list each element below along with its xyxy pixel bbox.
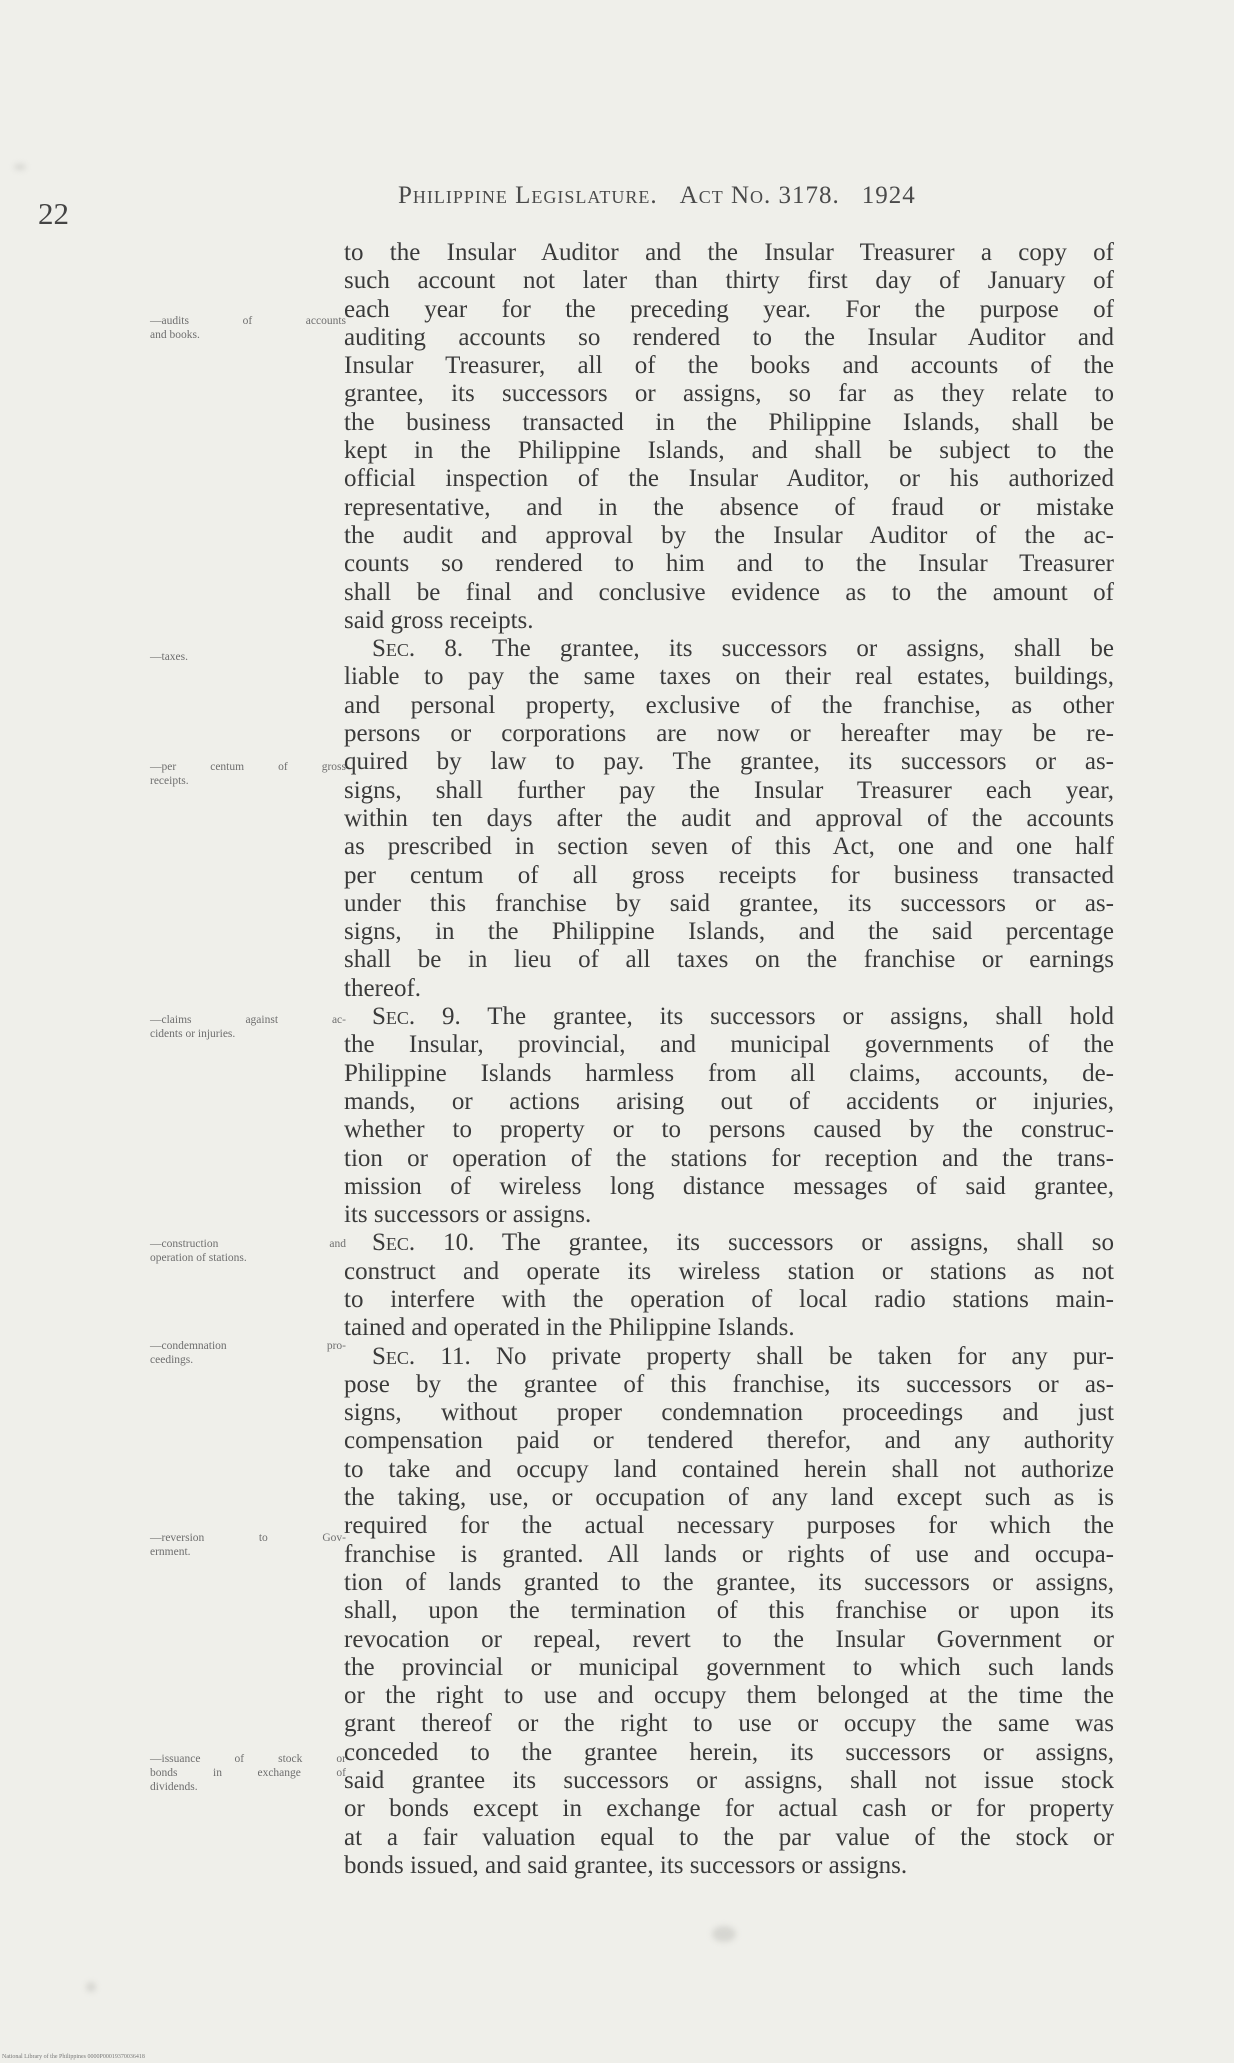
body-line (344, 494, 1114, 522)
body-line (344, 465, 1114, 493)
line-text: No private property shall be taken for any pur- (470, 1342, 1114, 1370)
body-line (344, 1626, 1114, 1654)
body-line (344, 296, 1114, 324)
section-line (344, 1229, 1114, 1257)
line-text: liable to pay the same taxes on their real estates, buildings, (344, 663, 1114, 691)
line-text: shall be in lieu of all taxes on the franchise or earnings (344, 946, 1114, 974)
body-line (344, 607, 1114, 635)
margin-note-line: cidents or injuries. (150, 1028, 236, 1040)
line-text: or bonds except in exchange for actual cash or for property (344, 1795, 1114, 1823)
line-text: said gross receipts. (344, 606, 534, 634)
line-text: or the right to use and occupy them belonged at the time the (344, 1682, 1114, 1710)
body-line (344, 1456, 1114, 1484)
line-text: conceded to the grantee herein, its successors or assigns, (344, 1738, 1114, 1766)
body-line (344, 692, 1114, 720)
line-text: pose by the grantee of this franchise, its successors or as- (344, 1370, 1114, 1398)
line-text: to interfere with the operation of local radio stations main- (344, 1285, 1114, 1313)
scan-smudge (86, 1982, 96, 1992)
body-line (344, 1512, 1114, 1540)
line-text: said grantee its successors or assigns, shall not issue stock (344, 1767, 1114, 1795)
line-text: revocation or repeal, revert to the Insular Government or (344, 1625, 1114, 1653)
body-line (344, 409, 1114, 437)
body-line (344, 1060, 1114, 1088)
margin-note-line: and books. (150, 329, 200, 341)
line-text: counts so rendered to him and to the Insular Treasurer (344, 550, 1114, 578)
body-line (344, 1173, 1114, 1201)
body-line (344, 946, 1114, 974)
body-line (344, 522, 1114, 550)
body-line (344, 748, 1114, 776)
line-text: signs, shall further pay the Insular Treasurer each year, (344, 776, 1114, 804)
line-text: compensation paid or tendered therefor, and any authority (344, 1427, 1114, 1455)
line-text: per centum of all gross receipts for business transacted (344, 861, 1114, 889)
body-line (344, 437, 1114, 465)
body-line (344, 1088, 1114, 1116)
body-line (344, 720, 1114, 748)
body-line (344, 890, 1114, 918)
line-text: the audit and approval by the Insular Auditor of the ac- (344, 521, 1114, 549)
margin-note-line: ceedings. (150, 1354, 194, 1366)
line-text: as prescribed in section seven of this Act, one and one half (344, 833, 1114, 861)
margin-note (150, 1339, 346, 1367)
body-line (344, 1427, 1114, 1455)
margin-note (150, 1752, 346, 1794)
margin-note-line: —taxes. (150, 651, 189, 663)
line-text: tion of lands granted to the grantee, its successors or assigns, (344, 1568, 1114, 1596)
line-text: within ten days after the audit and approval of the accounts (344, 804, 1114, 832)
section-number: Sec. 9. (372, 1003, 461, 1031)
body-line (344, 352, 1114, 380)
body-line (344, 579, 1114, 607)
line-text: mission of wireless long distance messages of said grantee, (344, 1172, 1114, 1200)
margin-note-line: —condemnation pro- (150, 1340, 346, 1352)
line-text: kept in the Philippine Islands, and shall be subject to the (344, 437, 1114, 465)
body-line (344, 1258, 1114, 1286)
body-text (344, 239, 1114, 1880)
line-text: at a fair valuation equal to the par value of the stock or (344, 1823, 1114, 1851)
line-text: The grantee, its successors or assigns, shall hold (460, 1003, 1115, 1031)
body-line (344, 805, 1114, 833)
line-text: whether to property or to persons caused by the construc- (344, 1116, 1114, 1144)
body-line (344, 1654, 1114, 1682)
section-number: Sec. 8. (372, 635, 464, 663)
line-text: grantee, its successors or assigns, so far as they relate to (344, 380, 1114, 408)
scan-smudge (14, 164, 26, 170)
margin-note (150, 314, 346, 342)
line-text: tion or operation of the stations for reception and the trans- (344, 1144, 1114, 1172)
line-text: the provincial or municipal government to which such lands (344, 1653, 1114, 1681)
line-text: The grantee, its successors or assigns, shall so (474, 1229, 1114, 1257)
line-text: shall, upon the termination of this franchise or upon its (344, 1597, 1114, 1625)
body-line (344, 1145, 1114, 1173)
running-head-title: Philippine Legislature. (398, 182, 658, 209)
line-text: bonds issued, and said grantee, its successors or assigns. (344, 1851, 908, 1879)
line-text: construct and operate its wireless station or stations as not (344, 1257, 1114, 1285)
line-text: shall be final and conclusive evidence as to the amount of (344, 578, 1114, 606)
margin-note-line: —construction and (150, 1238, 346, 1250)
body-line (344, 1371, 1114, 1399)
running-head-year: 1924 (861, 182, 916, 209)
margin-note-line: bonds in exchange of (150, 1767, 346, 1779)
line-text: representative, and in the absence of fraud or mistake (344, 493, 1114, 521)
section-line (344, 1003, 1114, 1031)
body-line (344, 1682, 1114, 1710)
margin-note-line: —issuance of stock or (150, 1753, 346, 1765)
body-line (344, 1739, 1114, 1767)
line-text: franchise is granted. All lands or rights of use and occupa- (344, 1540, 1114, 1568)
line-text: such account not later than thirty first day of January of (344, 267, 1114, 295)
line-text: its successors or assigns. (344, 1201, 592, 1229)
line-text: thereof. (344, 974, 422, 1002)
body-line (344, 239, 1114, 267)
line-text: and personal property, exclusive of the franchise, as other (344, 691, 1114, 719)
body-line (344, 1286, 1114, 1314)
line-text: persons or corporations are now or hereafter may be re- (344, 720, 1114, 748)
body-line (344, 267, 1114, 295)
line-text: to take and occupy land contained herein shall not authorize (344, 1455, 1114, 1483)
body-line (344, 550, 1114, 578)
body-line (344, 1569, 1114, 1597)
margin-note (150, 650, 346, 664)
line-text: under this franchise by said grantee, its successors or as- (344, 889, 1114, 917)
body-line (344, 1031, 1114, 1059)
margin-note-line: —claims against ac- (150, 1014, 346, 1026)
body-line (344, 1795, 1114, 1823)
line-text: Insular Treasurer, all of the books and accounts of the (344, 352, 1114, 380)
body-line (344, 1767, 1114, 1795)
section-line (344, 635, 1114, 663)
body-line (344, 1201, 1114, 1229)
margin-note-line: —per centum of gross (150, 761, 346, 773)
line-text: signs, in the Philippine Islands, and the said percentage (344, 918, 1114, 946)
margin-note-line: ernment. (150, 1546, 191, 1558)
line-text: tained and operated in the Philippine Islands. (344, 1314, 795, 1342)
body-line (344, 1484, 1114, 1512)
margin-note-line: —reversion to Gov- (150, 1532, 346, 1544)
margin-note (150, 1531, 346, 1559)
margin-note-line: —audits of accounts (150, 315, 346, 327)
line-text: the Insular, provincial, and municipal governments of the (344, 1031, 1114, 1059)
body-line (344, 975, 1114, 1003)
line-text: required for the actual necessary purposes for which the (344, 1512, 1114, 1540)
line-text: the business transacted in the Philippine Islands, shall be (344, 408, 1114, 436)
scan-footer: National Library of the Philippines 0000P00019370036418 (2, 2054, 145, 2060)
body-line (344, 380, 1114, 408)
line-text: each year for the preceding year. For the purpose of (344, 295, 1114, 323)
body-line (344, 1852, 1114, 1880)
line-text: signs, without proper condemnation proceedings and just (344, 1399, 1114, 1427)
line-text: The grantee, its successors or assigns, shall be (463, 635, 1115, 663)
section-number: Sec. 11. (372, 1342, 471, 1370)
margin-note (150, 760, 346, 788)
body-line (344, 663, 1114, 691)
section-number: Sec. 10. (372, 1229, 475, 1257)
margin-note-line: dividends. (150, 1781, 198, 1793)
line-text: grant thereof or the right to use or occupy the same was (344, 1710, 1114, 1738)
body-line (344, 1710, 1114, 1738)
line-text: to the Insular Auditor and the Insular Treasurer a copy of (344, 239, 1114, 266)
line-text: official inspection of the Insular Auditor, or his authorized (344, 465, 1114, 493)
running-head-act: Act No. 3178. (679, 182, 840, 209)
page-number: 22 (38, 196, 69, 231)
body-line (344, 1541, 1114, 1569)
body-line (344, 324, 1114, 352)
body-line (344, 1597, 1114, 1625)
margin-note-line: receipts. (150, 775, 189, 787)
line-text: Philippine Islands harmless from all claims, accounts, de- (344, 1059, 1114, 1087)
line-text: quired by law to pay. The grantee, its successors or as- (344, 748, 1114, 776)
section-line (344, 1343, 1114, 1371)
margin-note (150, 1013, 346, 1041)
body-line (344, 777, 1114, 805)
margin-note-line: operation of stations. (150, 1252, 247, 1264)
line-text: mands, or actions arising out of accidents or injuries, (344, 1087, 1114, 1115)
line-text: the taking, use, or occupation of any land except such as is (344, 1484, 1114, 1512)
body-line (344, 1314, 1114, 1342)
body-line (344, 1399, 1114, 1427)
body-line (344, 1116, 1114, 1144)
scan-smudge (712, 1926, 736, 1942)
body-line (344, 918, 1114, 946)
body-line (344, 833, 1114, 861)
margin-note (150, 1237, 346, 1265)
body-line (344, 1824, 1114, 1852)
running-head (398, 182, 916, 210)
body-line (344, 862, 1114, 890)
line-text: auditing accounts so rendered to the Insular Auditor and (344, 323, 1114, 351)
